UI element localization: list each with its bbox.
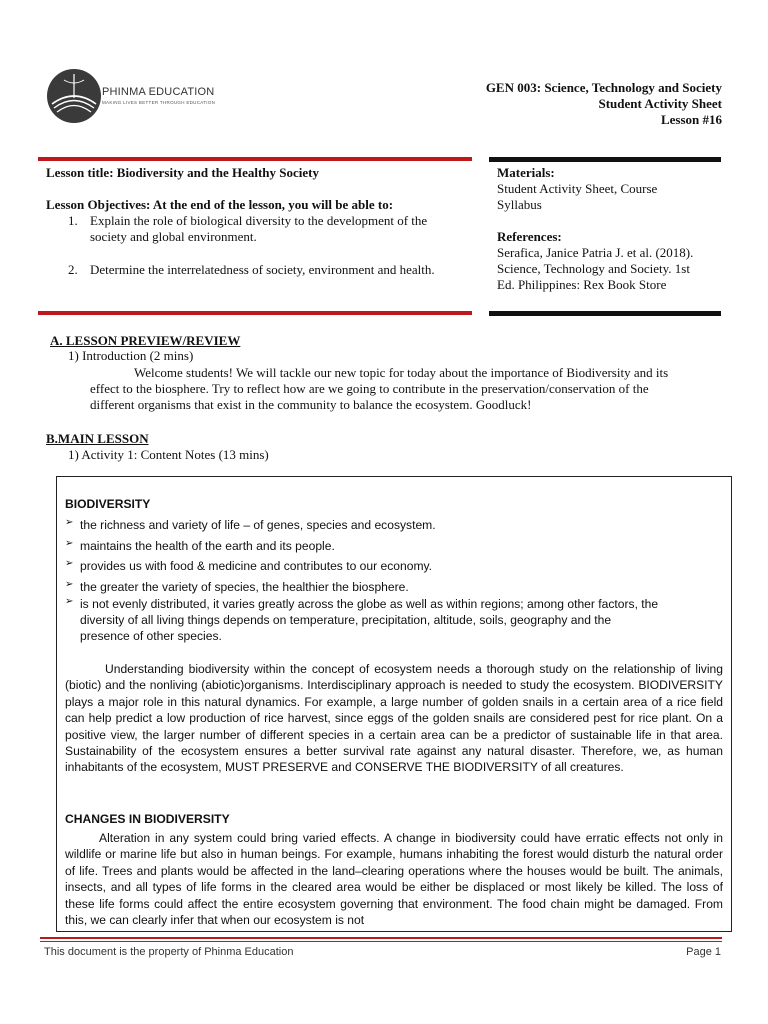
bullet-text-cont: presence of other species. [80,629,222,643]
intro-line-1: Welcome students! We will tackle our new topic for today about the importance of Biodiversity and its [134,365,669,380]
objective-1-text: Explain the role of biological diversity to the development of the [90,213,428,228]
references-heading: References: [497,229,562,244]
objective-1-text-cont: society and global environment. [90,229,257,244]
objective-1 [68,213,468,245]
footer-rule [40,937,722,939]
intro-line-3: different organisms that exist in the community to balance the ecosystem. Goodluck! [90,397,532,412]
bottom-rule-right [489,311,721,316]
bullet-text: the richness and variety of life – of genes, species and ecosystem. [80,518,436,532]
page-number: Page 1 [686,946,721,958]
bullet-item [65,596,723,646]
materials-line-2: Syllabus [497,197,542,212]
bullet-item [65,517,723,534]
objective-2 [68,262,468,278]
bullet-arrow-icon: ➢ [65,517,74,528]
changes-heading: CHANGES IN BIODIVERSITY [65,812,230,826]
objective-2-num: 2. [68,262,78,277]
section-a-item: 1) Introduction (2 mins) [68,348,194,363]
changes-paragraph: Alteration in any system could bring varied effects. A change in biodiversity could have erratic effects not only in wildlife or marine life but also in human beings. For example, humans inhabiting the forest would disturb the natural order of life. Trees and plants would be affected in the land–clearing operations where the houses would be built. The animals, insects, and all types of life forms in the cleared area would be either be displaced or most likely be killed. The loss of these life forms could affect the entire ecosystem governing that environment. The food chain might be damaged. From this, we can clearly infer that when our ecosystem is not [65,831,723,928]
bottom-rule-left [38,311,472,315]
materials-heading: Materials: [497,165,555,180]
references-line-3: Ed. Philippines: Rex Book Store [497,277,667,292]
bullet-text-cont: diversity of all living things depends on temperature, precipitation, altitude, soils, geography and the [80,613,612,627]
bullet-item [65,579,723,596]
intro-line-2: effect to the biosphere. Try to reflect how are we going to contribute in the preservation/conservation of the [90,381,649,396]
sheet-title: Student Activity Sheet [598,96,722,111]
footer-property-note: This document is the property of Phinma Education [44,946,294,958]
content-notes-box [56,476,732,932]
lesson-number: Lesson #16 [660,112,722,127]
section-a-heading: A. LESSON PREVIEW/REVIEW [50,333,241,348]
bullet-arrow-icon: ➢ [65,558,74,569]
paragraph-container [65,830,723,930]
lesson-title: Lesson title: Biodiversity and the Healthy Society [46,165,319,180]
objectives-heading: Lesson Objectives: At the end of the lesson, you will be able to: [46,197,394,212]
biodiversity-heading: BIODIVERSITY [65,497,151,511]
course-title: GEN 003: Science, Technology and Society [485,80,722,95]
section-b-heading: B.MAIN LESSON [46,431,149,446]
bullet-text: maintains the health of the earth and its people. [80,539,335,553]
objective-1-num: 1. [68,213,78,228]
phinma-logo [46,68,216,128]
bullet-arrow-icon: ➢ [65,579,74,590]
bullet-arrow-icon: ➢ [65,596,74,607]
bullet-text: the greater the variety of species, the healthier the biosphere. [80,580,409,594]
bullet-item [65,538,723,555]
bullet-text: is not evenly distributed, it varies greatly across the globe as well as within regions; among other factors, the [80,597,659,611]
brand-name: PHINMA EDUCATION [102,86,215,98]
bullet-text: provides us with food & medicine and contributes to our economy. [80,559,433,573]
brand-tagline: MAKING LIVES BETTER THROUGH EDUCATION [102,100,216,105]
phinma-logo-icon [46,68,102,124]
references-line-1: Serafica, Janice Patria J. et al. (2018). [497,245,694,260]
objective-2-text: Determine the interrelatedness of society, environment and health. [90,262,435,277]
references-line-2: Science, Technology and Society. 1st [497,261,690,276]
section-b-item: 1) Activity 1: Content Notes (13 mins) [68,447,269,462]
top-rule-right [489,157,721,162]
materials-line-1: Student Activity Sheet, Course [497,181,658,196]
footer-rule-thin [40,941,722,942]
bullet-item [65,558,723,575]
biodiversity-paragraph: Understanding biodiversity within the concept of ecosystem needs a thorough study on the relationship of living (biotic) and the nonliving (abiotic)organisms. Interdisciplinary approach is needed to study the ecosystem. BIODIVERSITY plays a major role in this natural dynamics. For example, a large number of golden snails in a certain area of a rice field can help predict a low production of rice harvest, since eggs of the golden snails are considered pest for rice plant. On a positive view, the larger number of different species in a certain area can be a predictor of sustainable life in that area. Sustainability of the ecosystem ensures a better survival rate against any natural disaster. Therefore, we, as human inhabitants of the ecosystem, MUST PRESERVE and CONSERVE THE BIODIVERSITY of all creatures. [65,662,723,775]
top-rule-left [38,157,472,161]
bullet-arrow-icon: ➢ [65,538,74,549]
paragraph-container [65,661,723,801]
